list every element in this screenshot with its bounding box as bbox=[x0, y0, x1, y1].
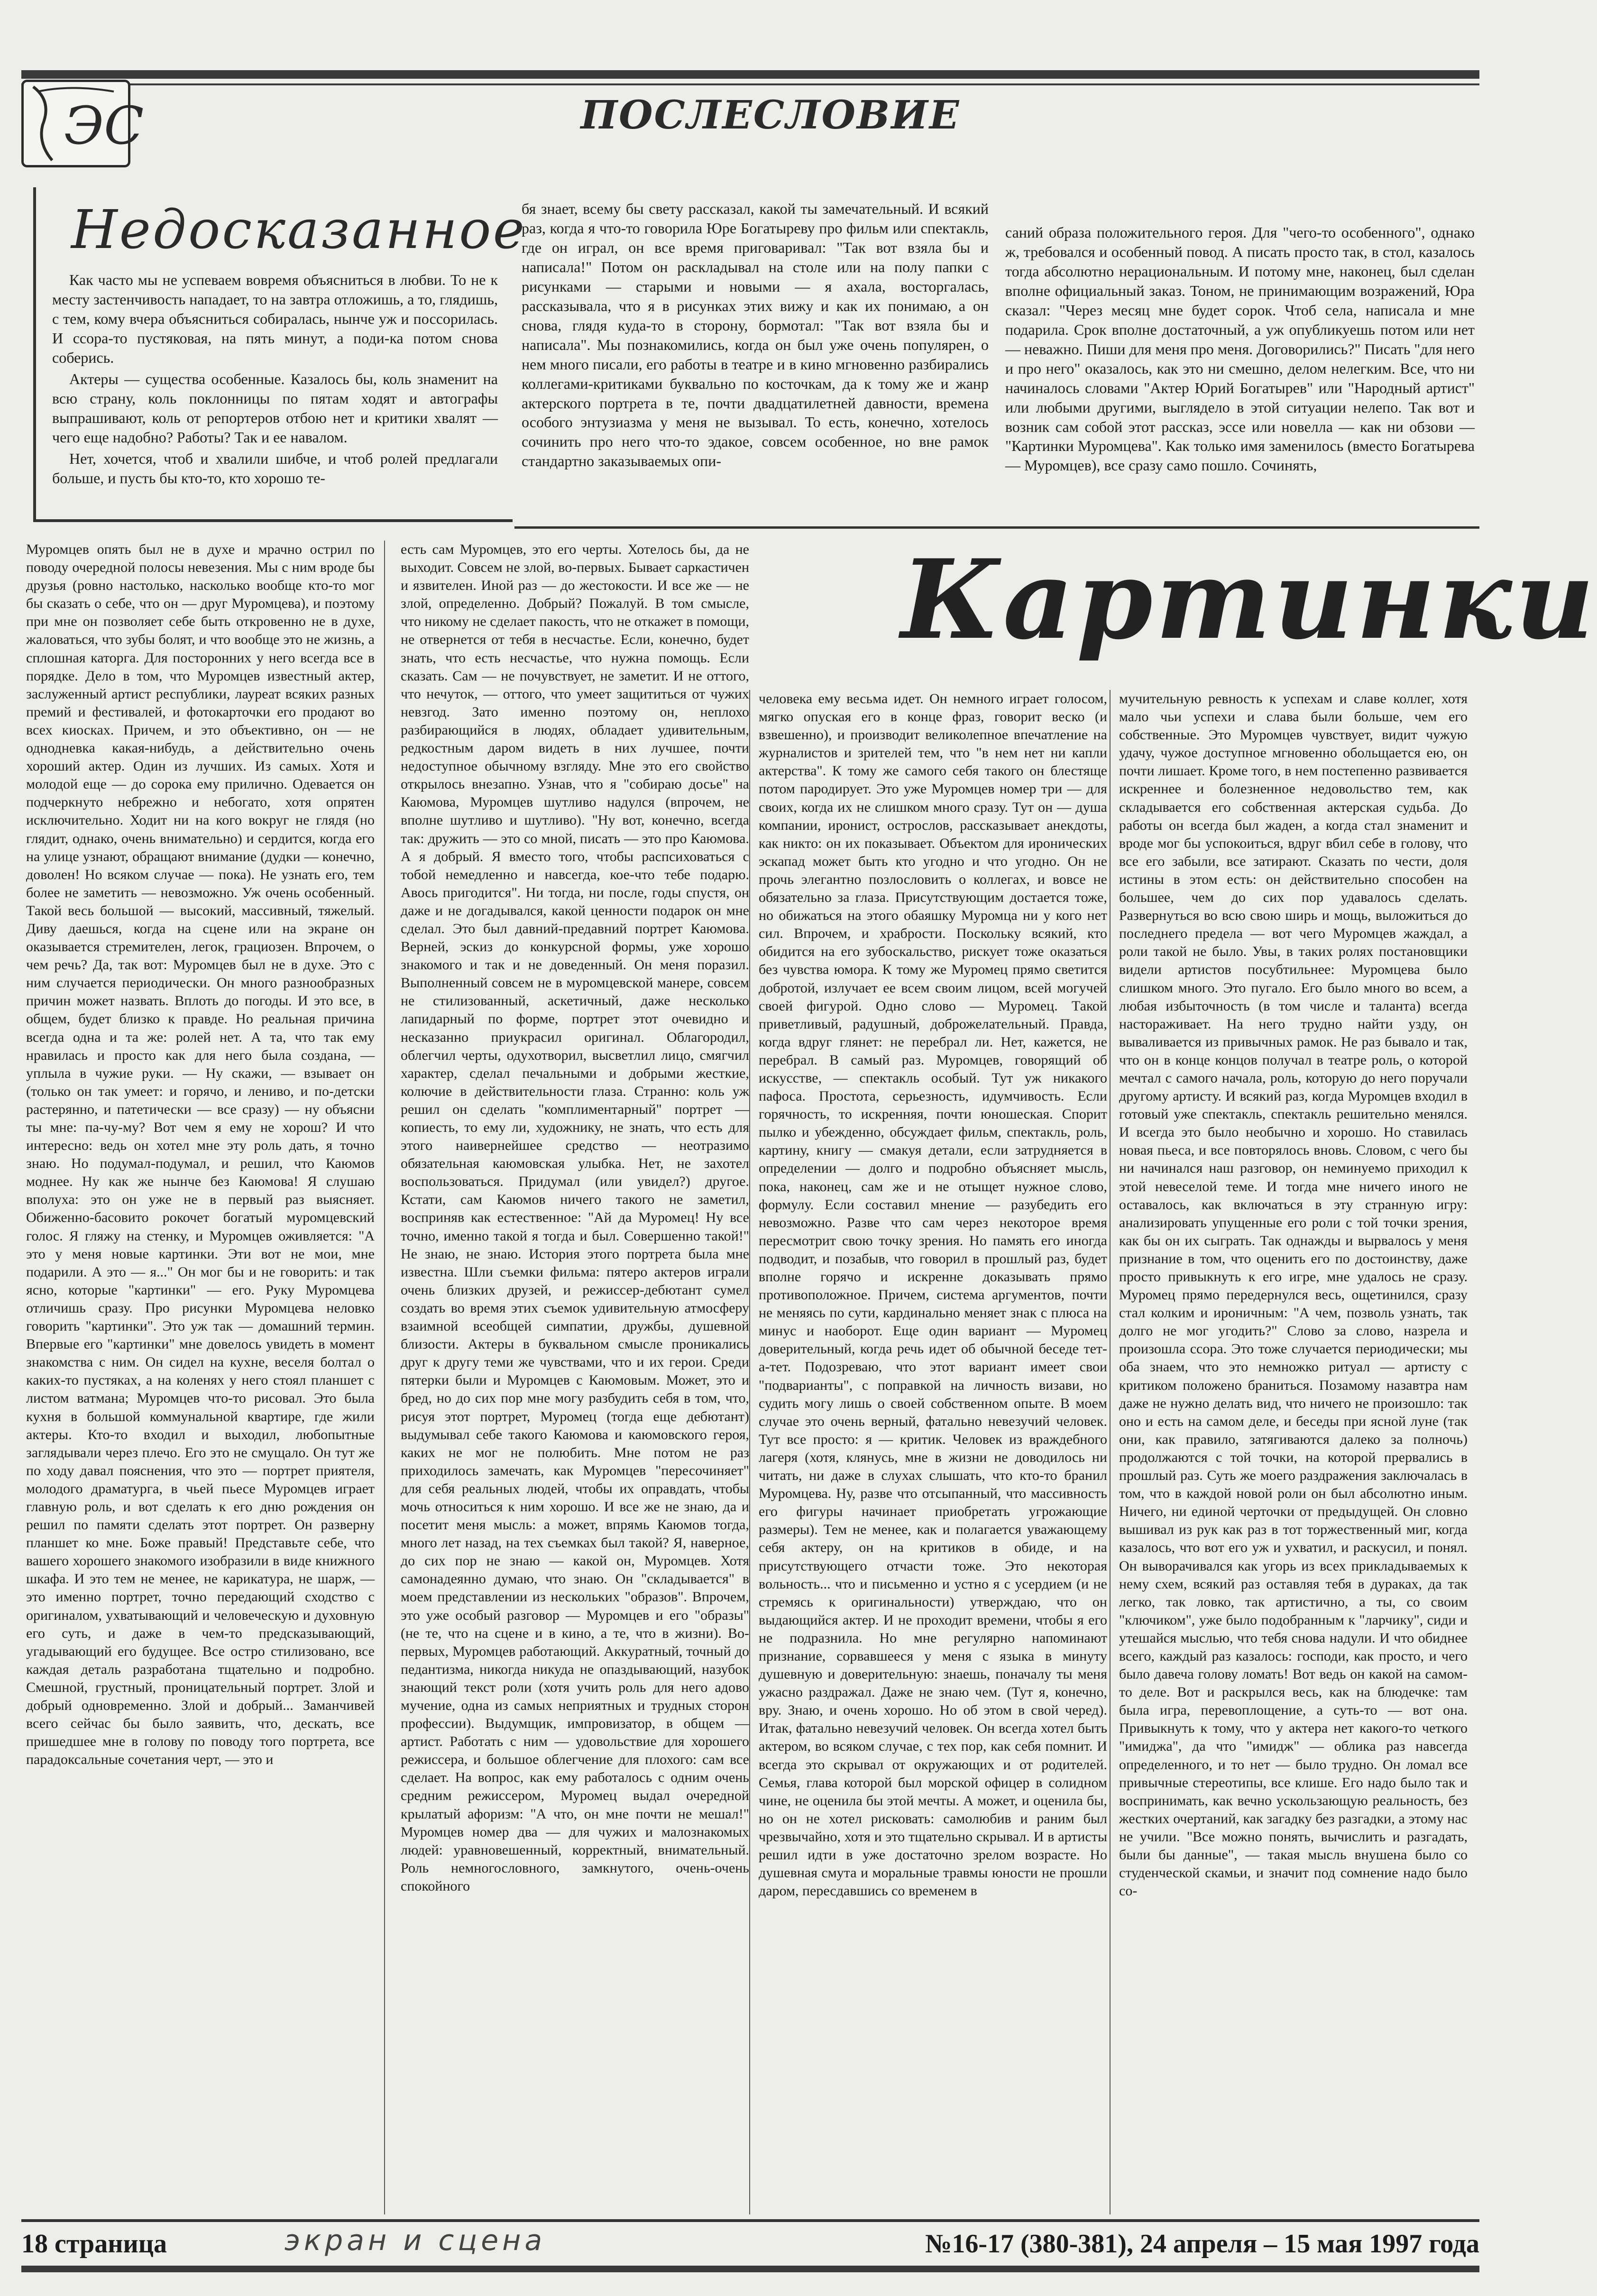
intro-title: Недосказанное bbox=[71, 199, 526, 261]
column-divider bbox=[1110, 690, 1111, 2214]
issue-info: №16-17 (380-381), 24 апреля – 15 мая 1997 года bbox=[925, 2229, 1479, 2259]
section-title: ПОСЛЕСЛОВИЕ bbox=[580, 92, 961, 138]
footer-rule bbox=[21, 2219, 1479, 2222]
intro-paragraph: саний образа положительного героя. Для "чего-то особенного", однако ж, требовался и особенный повод. А писать просто так, в стол, казалось тогда абсолютно нерациональным. И потому мне, наконец, был сделан вполне официальный заказ. Тоном, не принимающим возражений, Юра сказал: "Через месяц мне будет сорок. Чтоб села, написала и мне подарила. Срок вполне достаточный, а уж опубликуешь потом или нет — неважно. Пиши для меня про меня. Договорились?" Писать "для него и про него" оказалось, как это ни смешно, делом нелегким. Все, что ни начиналось словами "Актер Юрий Богатырев" или "Народный артист" или любыми другими, выглядело в этой ситуации нелепо. Так вот и возник сам собой этот рассказ, эссе или новелла — как ни обзови — "Картинки Муромцева". Как только имя заменилось (вместо Богатырева — Муромцев), все сразу само пошло. Сочинять, bbox=[1005, 224, 1475, 474]
article-column-3 bbox=[759, 690, 1107, 1902]
article-column-2 bbox=[401, 541, 749, 1897]
publication-logo bbox=[21, 80, 144, 167]
article-text: Муромцев опять был не в духе и мрачно острил по поводу очередной полосы невезения. Мы с ним вроде бы друзья (ровно настолько, насколько вообще кто-то мог бы сказать о себе, что он — друг Муромцева), и поэтому при мне он позволяет себе быть откровенно не в духе, жаловаться, что зубы болят, и что вообще это не жизнь, а сплошная каторга. Для посторонних у него всегда все в порядке. Дело в том, что Муромцев известный актер, заслуженный артист республики, лауреат всяких разных премий и фестивалей, и фотокарточки его продают во всех киосках. Причем, и это объективно, он — не однодневка какая-нибудь, а действительно очень хороший актер. Один из лучших. Из самых. Хотя и молодой еще — до сорока ему прилично. Одевается он подчеркнуто небрежно и небогато, хотя опрятен исключительно. Ходит ни на кого вокруг не глядя (но глядит, однако, очень внимательно) и сердится, когда его на улице узнают, обращают внимание (дудки — конечно, доволен! Но всяком случае — пока). Не узнать его, тем более не заметить — невозможно. Уж очень особенный. Такой весь большой — высокий, массивный, тяжелый. Диву даешься, когда на сцене или на экране он оказывается стремителен, легок, грациозен. Впрочем, о чем речь? Да, так вот: Муромцев был не в духе. Это с ним случается периодически. Он много разнообразных причин может назвать. Вплоть до погоды. И это все, в общем, будет близко к правде. Но реальная причина всегда одна и та же: ролей нет. А та, что так ему нравилась и просто как для него была создана, — уплыла в чужие руки. — Ну скажи, — взывает он (только он так умеет: и горячо, и лениво, и по-детски растерянно, и патетически — все сразу) — ну объясни ты мне: па-чу-му? Вот чем я ему не хорош? И что интересно: ведь он хотел мне эту роль дать, я точно знаю. Но подумал-подумал, и решил, что Каюмов моднее. Ну как же нынче без Каюмова! Я слушаю вполуха: это он уже не в первый раз выясняет. Обиженно-басовито рокочет богатый муромцевский голос. Я гляжу на стенку, и Муромцев оживляется: "А это у меня новые картинки. Эти вот не мои, мне подарили. А это — я..." Он мог бы и не говорить: и так ясно, которые "картинки" — его. Руку Муромцева отличишь сразу. Про рисунки Муромцева неловко говорить "картинки". Это уж так — домашний термин. Впервые его "картинки" мне довелось увидеть в момент знакомства с ним. Он сидел на кухне, веселя болтал о каких-то пустяках, а на коленях у него стоял планшет с листом ватмана; Муромцев что-то рисовал. Это была кухня в большой коммунальной квартире, где жили актеры. Кто-то входил и выходил, любопытные заглядывали через плечо. Его это не смущало. Он тут же по ходу давал пояснения, что это — портрет приятеля, молодого драматурга, в чьей пьесе Муромцев играет главную роль, и вот сделать к его дню рождения он решил по памяти сделать этот портрет. Он разверну планшет ко мне. Боже правый! Представьте себе, что вашего хорошего знакомого изобразили в виде книжного шкафа. И это тем не менее, не карикатура, не шарж, — это именно портрет, точно передающий сходство с оригиналом, ухватывающий и человеческую и духовную его суть, и даже в чем-то предсказывающий, угадывающий его будущее. Все остро стилизовано, все каждая деталь разработана тщательно и подробно. Смешной, грустный, проницательный портрет. Злой и добрый одновременно. Злой и добрый... Заманчивей всего сейчас бы было заявить, что, дескать, все пришедшее мне в голову по поводу того портрета, все парадоксальные сочетания черт, — это и bbox=[26, 542, 375, 1768]
intro-paragraph: бя знает, всему бы свету рассказал, какой ты замечательный. И всякий раз, когда я что-то говорила Юре Богатыреву про фильм или спектакль, где он играл, он все время приговаривал: "Так вот взяла бы и написала!" Потом он раскладывал на столе или на полу папки с рисунками — старыми и новыми — я ахала, восторгалась, рассказывала, что я в рисунках этих вижу и как их понимаю, а он снова, глядя куда-то в сторону, бормотал: "Так вот взяла бы и написала". Мы познакомились, когда он был уже очень популярен, о нем много писали, его работы в театре и в кино мгновенно разбирались коллегами-критиками буквально по косточкам, да к тому же и жанр актерского портрета в те, почти двадцатилетней давности, времена особого энтузиазма у меня не вызывал. То есть, конечно, хотелось сочинить про него что-то эдакое, совсем особенное, но вне рамок стандартно заказываемых опи- bbox=[522, 200, 989, 470]
intro-divider bbox=[514, 526, 1479, 529]
article-title: Картинки bbox=[901, 536, 1597, 664]
handwritten-note: экран и сцена bbox=[285, 2224, 546, 2257]
intro-column-2 bbox=[522, 199, 989, 473]
header-rule bbox=[21, 70, 1479, 79]
header-rule-thin bbox=[21, 83, 1479, 85]
logo-letters: ЭС bbox=[64, 95, 144, 156]
intro-paragraph: Актеры — существа особенные. Казалось бы, коль знаменит на всю страну, коль поклонницы по пятам ходят и автографы выпрашивают, коль от репортеров отбою нет и критики хвалят — чего еще надобно? Работы? Так и ее навалом. bbox=[52, 370, 498, 446]
article-column-4 bbox=[1119, 690, 1468, 1902]
intro-paragraph: Нет, хочется, чтоб и хвалили шибче, и чтоб ролей предлагали больше, и пусть бы кто-то, кто хорошо те- bbox=[52, 450, 498, 487]
intro-paragraph: Как часто мы не успеваем вовремя объясниться в любви. То не к месту застенчивость нападает, то на завтра отложишь, а то, глядишь, с тем, кому вчера объясниться собиралась, нынче уж и поссорилась. И ссора-то пустяковая, на пять минут, а поди-ка потом снова соберись. bbox=[52, 271, 498, 366]
footer-rule-thick bbox=[21, 2266, 1479, 2272]
theater-mask-icon bbox=[24, 82, 144, 165]
intro-column-3 bbox=[1005, 223, 1475, 477]
article-column-1 bbox=[26, 541, 375, 1771]
page-number: 18 страница bbox=[21, 2229, 167, 2259]
intro-column-1 bbox=[52, 270, 498, 489]
column-divider bbox=[384, 541, 385, 2214]
column-divider bbox=[749, 690, 750, 2214]
article-text: есть сам Муромцев, это его черты. Хотелось бы, да не выходит. Совсем не злой, во-первых. Бывает саркастичен и язвителен. Иной раз — до жестокости. И все же — не злой, определенно. Добрый? Пожалуй. В том смысле, что никому не сделает пакость, что не откажет в помощи, не отвернется от тебя в несчастье. Если, конечно, будет знать, что есть несчастье, что нужна помощь. Если сказать. Сам — не почувствует, не заметит. И не оттого, что нечуток, — оттого, что умеет защититься от чужих невзгод. Зато именно поэтому он, неплохо разбирающийся в людях, обладает удивительным, редкостным даром видеть в них лучшее, почти недоступное обычному взгляду. Мне это его свойство открылось внезапно. Узнав, что я "собираю досье" на Каюмова, Муромцев шутливо надулся (впрочем, не вполне шутливо и шутливо). "Ну вот, конечно, всегда так: дружить — это со мной, писать — это про Каюмова. А я добрый. Я вместо того, чтобы распсиховаться с тобой немедленно и навсегда, кое-что тебе подарю. Авось пригодится". Ни тогда, ни после, годы спустя, он даже и не догадывался, какой ценности подарок он мне сделал. Это был давний-предавний портрет Каюмова. Верней, эскиз до конкурсной формы, уже хорошо знакомого и так и не доведенный. Он меня поразил. Выполненный совсем не в муромцевской манере, совсем не стилизованный, аскетичный, даже несколько лапидарный по форме, портрет этот очевидно и несказанно приукрасил оригинал. Облагородил, облегчил черты, одухотворил, высветлил лицо, смягчил характер, сделал печальными и добрыми жесткие, колючие в действительности глаза. Странно: коль уж решил он сделать "комплиментарный" портрет — копиесть, то ему ли, художнику, не знать, что есть для этого наивернейшее средство — неотразимо обязательная каюмовская улыбка. Нет, не захотел воспользоваться. Придумал (или увидел?) другое. Кстати, сам Каюмов ничего такого не заметил, восприняв как естественное: "Ай да Муромец! Ну все точно, именно такой я тогда и был. Совершенно такой!" Не знаю, не знаю. История этого портрета была мне известна. Шли съемки фильма: пятеро актеров играли очень близких друзей, и режиссер-дебютант сумел создать во время этих съемок удивительную атмосферу взаимной всеобщей симпатии, дружбы, душевной близости. Актеры в буквальном смысле проникались друг к другу теми же чувствами, что и их герои. Среди пятерки были и Муромцев с Каюмовым. Может, это и бред, но до сих пор мне могу разбудить себя в том, что, рисуя этот портрет, Муромец (тогда еще дебютант) выдумывал себе такого Каюмова и каюмовского героя, каких не мог не полюбить. Мне потом не раз приходилось замечать, как Муромцев "пересочиняет" для себя реальных людей, чтобы их оправдать, чтобы мочь относиться к ним хорошо. И все же не знаю, да и посетит меня мысль: а может, впрямь Каюмов тогда, много лет назад, на тех съемках был такой? Я, наверное, до сих пор не знаю — какой он, Муромцев. Хотя самонадеянно думаю, что знаю. Он "складывается" в моем представлении из нескольких "образов". Впрочем, это уже особый разговор — Муромцев и его "образы" (не те, что на сцене и в кино, а те, что в жизни). Во-первых, Муромцев работающий. Аккуратный, точный до педантизма, никогда никуда не опаздывающий, назубок знающий текст роли (хотя учить роль для него адово мучение, одна из самых неприятных и трудных сторон профессии). Выдумщик, импровизатор, в общем — артист. Работать с ним — удовольствие для хорошего режиссера, и большое облегчение для плохого: сам все сделает. На вопрос, как ему работалось с одним очень средним режиссером, Муромец выдал очередной крылатый афоризм: "А что, он мне почти не мешал!" Муромцев номер два — для чужих и малознакомых людей: уравновешенный, корректный, внимательный. Роль немногословного, замкнутого, очень-очень спокойного bbox=[401, 542, 749, 1894]
article-text: мучительную ревность к успехам и славе коллег, хотя мало чьи успехи и слава были больше, чем его собственные. Это Муромцев чувствует, видит чужую удачу, чужое доступное мгновенно обольщается ею, он почти лишает. Кроме того, в нем постепенно развивается искреннее и болезненное недовольство тем, как складывается его собственная актерская судьба. До работы он всегда был жаден, а когда стал знаменит и вроде мог бы успокоиться, вдруг вбил себе в голову, что все его забыли, все затирают. Сказать по чести, доля истины в этом есть: он действительно способен на большее, чем до сих пор удавалось сделать. Развернуться во всю свою ширь и мощь, выложиться до последнего предела — вот чего Муромцев жаждал, а роли такой не было. Увы, в таких ролях постановщики видели артистов посубтильнее: Муромцева было слишком много. Это пугало. Его было много во всем, а любая избыточность (в том числе и таланта) всегда настораживает. На него трудно найти узду, он вываливается из привычных рамок. Не раз бывало и так, что он в конце концов получал в театре роль, о которой мечтал с самого начала, роль, которую до него поручали другому артисту. И всякий раз, когда Муромцев входил в готовый уже спектакль, спектакль решительно менялся. И всегда это было необычно и хорошо. Но ставилась новая пьеса, и все повторялось вновь. Словом, с чего бы ни начинался наш разговор, он неминуемо приходил к этой невеселой теме. И тогда мне ничего иного не оставалось, как включаться в эту странную игру: анализировать упущенные его роли с той точки зрения, как бы он их сыграть. Так однажды и вырвалось у меня признание в том, что оценить его по достоинству, даже просто привыкнуть к его игре, мне удалось не сразу. Муромец прямо передернулся весь, ощетинился, сразу стал колким и ироничным: "А чем, позволь узнать, так долго не мог угодить?" Слово за слово, назрела и произошла ссора. Это тоже случается периодически; мы оба знаем, что это немножко ритуал — артисту с критиком положено браниться. Позамому назавтра нам даже не нужно делать вид, что ничего не произошло: так оно и есть на самом деле, и беседы при ясной луне (так они, как правило, затягиваются далеко за полночь) продолжаются с той точки, на которой прервались в прошлый раз. Суть же моего раздражения заключалась в том, что в каждой новой роли он был абсолютно иным. Ничего, ни единой черточки от предыдущей. Он словно вышивал из рук как раз в тот торжественный миг, когда казалось, что вот его уж и ухватил, и раскусил, и понял. Он выворачивался как угорь из всех прикладываемых к нему схем, всякий раз оставляя тебя в дураках, да так легко, так ловко, так артистично, а ты, со своим "ключиком", уже было подобранным к "ларчику", сиди и утешайся мыслью, что тебя снова надули. И что обиднее всего, каждый раз казалось: господи, как просто, и чего было давеча голову ломать! Вот ведь он какой на самом-то деле. Вот и раскрылся весь, как на блюдечке: там была игра, перевоплощение, а суть-то — вот она. Привыкнуть к тому, что у актера нет какого-то четкого "имиджа", да что "имидж" — облика раз навсегда определенного, и то нет — было трудно. Он ломал все привычные стереотипы, все клише. Его надо было так и воспринимать, как вечно ускользающую реальность, без жестких очертаний, как загадку без разгадки, а этому нас не учили. "Все можно понять, вычислить и разгадать, были бы данные", — такая мысль внушена было со студенческой скамьи, и значит под сомнение надо было со- bbox=[1119, 691, 1468, 1899]
article-text: человека ему весьма идет. Он немного играет голосом, мягко опуская его в конце фраз, говорит веско (и взвешенно), и производит великолепное впечатление на журналистов и зрителей тем, что "в нем нет ни капли актерства". К тому же самого себя такого он блестяще потом пародирует. Это уже Муромцев номер три — для своих, когда их не слишком много сразу. Тут он — душа компании, иронист, острослов, рассказывает анекдоты, как никто: он их показывает. Объектом для иронических эскапад может быть кто угодно и что угодно. Он не прочь элегантно позлословить о коллегах, и вовсе не обязательно за глаза. Присутствующим достается тоже, но обижаться на этого обаяшку Муромца ни у кого нет сил. Впрочем, и храбрости. Поскольку всякий, кто обидится на его зубоскальство, рискует тоже оказаться без чувства юмора. К тому же Муромец прямо светится добротой, излучает ее всем своим лицом, всей могучей своей фигурой. Одно слово — Муромец. Такой приветливый, радушный, доброжелательный. Правда, когда вдруг глянет: не перебрал ли. Нет, кажется, не перебрал. В самый раз. Муромцев, говорящий об искусстве, — спектакль особый. Тут уж никакого пафоса. Простота, серьезность, идумчивость. Если горячность, то искренняя, почти юношеская. Спорит пылко и убежденно, обсуждает фильм, спектакль, роль, картину, книгу — смакуя детали, если затрудняется в определении — долго и подробно объясняет мысль, пока, наконец, сам же и не отыщет нужное слово, формулу. Если составил мнение — разубедить его невозможно. Разве что сам через некоторое время пересмотрит свою точку зрения. Но память его иногда подводит, и позабыв, что говорил в прошлый раз, будет вполне горячо и искренне доказывать прямо противоположное. Причем, система аргументов, почти не меняясь по сути, кардинально меняет знак с плюса на минус и наоборот. Еще один вариант — Муромец доверительный, когда речь идет об обычной беседе тет-а-тет. Подозреваю, что этот вариант имеет свои "подварианты", с поправкой на личность визави, но судить могу лишь о своей собственном опыте. В моем случае это очень верный, фатально невезучий человек. Тут все просто: я — критик. Человек из враждебного лагеря (хотя, клянусь, мне в жизни не доводилось ни читать, ни даже в слухах слышать, что кто-то бранил Муромцева. Ну, разве что отсыпанный, что массивность его фигуры начинает приобретать угрожающие размеры). Тем не менее, как и полагается уважающему себя актеру, он на критиков в обиде, и на присутствующего отчасти тоже. Это некоторая вольность... что и письменно и устно я с усердием (и не стремясь к оригинальности) утверждаю, что он выдающийся актер. И не проходит времени, чтобы я его не подразнила. Но мне регулярно напоминают признание, сорвавшееся у меня с языка в минуту душевную и доверительную: знаешь, поначалу ты меня ужасно раздражал. Даже не знаю чем. (Тут я, конечно, вру. Знаю, и очень хорошо. Но об этом в свой черед). Итак, фатально невезучий человек. Он всегда хотел быть актером, во всяком случае, с тех пор, как себя помнит. И всегда это скрывал от окружающих и от родителей. Семья, глава которой был морской офицер в солидном чине, не оценила бы этой мечты. А может, и оценила бы, но он не хотел рисковать: самолюбив и раним был чрезвычайно, хотя и это тщательно скрывал. И в артисты решил идти в уже достаточно зрелом возрасте. Но душевная смута и моральные травмы юности не прошли даром, пересдавшись со временем в bbox=[759, 691, 1107, 1899]
